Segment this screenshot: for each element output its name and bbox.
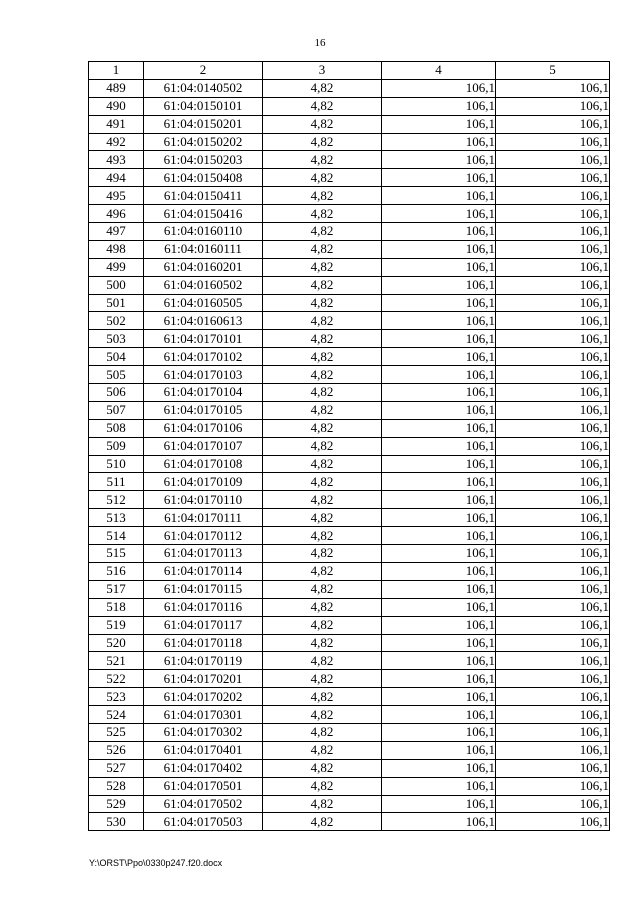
table-row — [89, 509, 610, 527]
value-cell: 106,1 — [496, 598, 610, 616]
value-cell: 106,1 — [382, 723, 496, 741]
row-number-cell: 530 — [89, 813, 144, 831]
table-row — [89, 312, 610, 330]
value-cell: 4,82 — [263, 276, 382, 294]
table-row — [89, 598, 610, 616]
row-number-cell: 505 — [89, 366, 144, 384]
value-cell: 106,1 — [496, 258, 610, 276]
value-cell: 106,1 — [382, 115, 496, 133]
value-cell: 4,82 — [263, 133, 382, 151]
row-number-cell: 516 — [89, 562, 144, 580]
value-cell: 106,1 — [382, 276, 496, 294]
table-row — [89, 580, 610, 598]
value-cell: 4,82 — [263, 455, 382, 473]
value-cell: 106,1 — [496, 240, 610, 258]
value-cell: 106,1 — [496, 813, 610, 831]
value-cell: 106,1 — [496, 741, 610, 759]
value-cell: 4,82 — [263, 240, 382, 258]
value-cell: 106,1 — [496, 115, 610, 133]
value-cell: 106,1 — [382, 473, 496, 491]
value-cell: 106,1 — [496, 348, 610, 366]
cadastral-number-cell: 61:04:0170503 — [144, 813, 263, 831]
value-cell: 106,1 — [496, 133, 610, 151]
value-cell: 106,1 — [382, 384, 496, 402]
cadastral-number-cell: 61:04:0170106 — [144, 419, 263, 437]
cadastral-number-cell: 61:04:0150408 — [144, 169, 263, 187]
value-cell: 106,1 — [496, 670, 610, 688]
table-row — [89, 384, 610, 402]
table-row — [89, 562, 610, 580]
value-cell: 106,1 — [382, 491, 496, 509]
table-row — [89, 276, 610, 294]
cadastral-number-cell: 61:04:0160110 — [144, 223, 263, 241]
value-cell: 106,1 — [382, 419, 496, 437]
column-header: 4 — [382, 62, 496, 80]
row-number-cell: 509 — [89, 437, 144, 455]
cadastral-number-cell: 61:04:0150201 — [144, 115, 263, 133]
value-cell: 106,1 — [496, 616, 610, 634]
cadastral-number-cell: 61:04:0160505 — [144, 294, 263, 312]
value-cell: 106,1 — [382, 205, 496, 223]
value-cell: 106,1 — [496, 223, 610, 241]
value-cell: 106,1 — [382, 813, 496, 831]
table-row — [89, 777, 610, 795]
value-cell: 4,82 — [263, 312, 382, 330]
value-cell: 106,1 — [382, 562, 496, 580]
table-row — [89, 688, 610, 706]
table-header-row — [89, 62, 610, 80]
value-cell: 106,1 — [496, 759, 610, 777]
cadastral-number-cell: 61:04:0160613 — [144, 312, 263, 330]
row-number-cell: 513 — [89, 509, 144, 527]
table-row — [89, 133, 610, 151]
value-cell: 106,1 — [382, 652, 496, 670]
table-row — [89, 240, 610, 258]
table-body — [89, 79, 610, 830]
cadastral-number-cell: 61:04:0170111 — [144, 509, 263, 527]
value-cell: 4,82 — [263, 348, 382, 366]
cadastral-number-cell: 61:04:0150416 — [144, 205, 263, 223]
data-table — [88, 61, 610, 831]
cadastral-number-cell: 61:04:0140502 — [144, 79, 263, 97]
value-cell: 4,82 — [263, 384, 382, 402]
value-cell: 4,82 — [263, 580, 382, 598]
row-number-cell: 507 — [89, 401, 144, 419]
row-number-cell: 524 — [89, 706, 144, 724]
value-cell: 106,1 — [382, 598, 496, 616]
value-cell: 106,1 — [382, 240, 496, 258]
value-cell: 4,82 — [263, 491, 382, 509]
value-cell: 106,1 — [382, 795, 496, 813]
value-cell: 4,82 — [263, 777, 382, 795]
value-cell: 106,1 — [382, 97, 496, 115]
table-row — [89, 491, 610, 509]
value-cell: 106,1 — [496, 795, 610, 813]
table-row — [89, 527, 610, 545]
row-number-cell: 500 — [89, 276, 144, 294]
value-cell: 4,82 — [263, 97, 382, 115]
table-row — [89, 401, 610, 419]
value-cell: 4,82 — [263, 115, 382, 133]
row-number-cell: 525 — [89, 723, 144, 741]
value-cell: 4,82 — [263, 509, 382, 527]
value-cell: 4,82 — [263, 795, 382, 813]
row-number-cell: 526 — [89, 741, 144, 759]
value-cell: 106,1 — [382, 616, 496, 634]
value-cell: 4,82 — [263, 473, 382, 491]
value-cell: 106,1 — [382, 258, 496, 276]
value-cell: 4,82 — [263, 401, 382, 419]
cadastral-number-cell: 61:04:0170201 — [144, 670, 263, 688]
value-cell: 106,1 — [382, 527, 496, 545]
cadastral-number-cell: 61:04:0170110 — [144, 491, 263, 509]
value-cell: 106,1 — [496, 187, 610, 205]
table-row — [89, 473, 610, 491]
cadastral-number-cell: 61:04:0170118 — [144, 634, 263, 652]
value-cell: 106,1 — [382, 670, 496, 688]
value-cell: 106,1 — [496, 545, 610, 563]
value-cell: 106,1 — [496, 723, 610, 741]
value-cell: 106,1 — [382, 777, 496, 795]
table-header — [89, 62, 610, 80]
value-cell: 106,1 — [496, 455, 610, 473]
row-number-cell: 517 — [89, 580, 144, 598]
cadastral-number-cell: 61:04:0170302 — [144, 723, 263, 741]
value-cell: 4,82 — [263, 545, 382, 563]
row-number-cell: 506 — [89, 384, 144, 402]
row-number-cell: 492 — [89, 133, 144, 151]
table-row — [89, 258, 610, 276]
column-header: 2 — [144, 62, 263, 80]
cadastral-number-cell: 61:04:0170103 — [144, 366, 263, 384]
value-cell: 106,1 — [382, 455, 496, 473]
cadastral-number-cell: 61:04:0150101 — [144, 97, 263, 115]
row-number-cell: 528 — [89, 777, 144, 795]
table-row — [89, 741, 610, 759]
row-number-cell: 519 — [89, 616, 144, 634]
value-cell: 4,82 — [263, 741, 382, 759]
value-cell: 4,82 — [263, 688, 382, 706]
table-row — [89, 330, 610, 348]
cadastral-number-cell: 61:04:0170501 — [144, 777, 263, 795]
row-number-cell: 514 — [89, 527, 144, 545]
row-number-cell: 494 — [89, 169, 144, 187]
cadastral-number-cell: 61:04:0170107 — [144, 437, 263, 455]
table-row — [89, 348, 610, 366]
cadastral-number-cell: 61:04:0170119 — [144, 652, 263, 670]
value-cell: 4,82 — [263, 79, 382, 97]
value-cell: 4,82 — [263, 527, 382, 545]
row-number-cell: 490 — [89, 97, 144, 115]
row-number-cell: 499 — [89, 258, 144, 276]
table-row — [89, 670, 610, 688]
row-number-cell: 527 — [89, 759, 144, 777]
value-cell: 106,1 — [382, 151, 496, 169]
value-cell: 106,1 — [382, 294, 496, 312]
cadastral-number-cell: 61:04:0170114 — [144, 562, 263, 580]
value-cell: 4,82 — [263, 562, 382, 580]
table-row — [89, 223, 610, 241]
value-cell: 106,1 — [382, 133, 496, 151]
row-number-cell: 515 — [89, 545, 144, 563]
value-cell: 106,1 — [496, 509, 610, 527]
cadastral-number-cell: 61:04:0170108 — [144, 455, 263, 473]
cadastral-number-cell: 61:04:0170101 — [144, 330, 263, 348]
row-number-cell: 497 — [89, 223, 144, 241]
value-cell: 106,1 — [496, 79, 610, 97]
column-header: 3 — [263, 62, 382, 80]
table-row — [89, 294, 610, 312]
cadastral-number-cell: 61:04:0170109 — [144, 473, 263, 491]
value-cell: 106,1 — [496, 580, 610, 598]
table-row — [89, 545, 610, 563]
value-cell: 106,1 — [382, 688, 496, 706]
cadastral-number-cell: 61:04:0160201 — [144, 258, 263, 276]
value-cell: 106,1 — [382, 545, 496, 563]
table-row — [89, 437, 610, 455]
table-row — [89, 795, 610, 813]
row-number-cell: 491 — [89, 115, 144, 133]
cadastral-number-cell: 61:04:0170502 — [144, 795, 263, 813]
row-number-cell: 496 — [89, 205, 144, 223]
value-cell: 4,82 — [263, 652, 382, 670]
value-cell: 106,1 — [382, 366, 496, 384]
column-header: 5 — [496, 62, 610, 80]
table-row — [89, 151, 610, 169]
value-cell: 4,82 — [263, 598, 382, 616]
row-number-cell: 520 — [89, 634, 144, 652]
table-row — [89, 366, 610, 384]
value-cell: 106,1 — [382, 437, 496, 455]
value-cell: 106,1 — [382, 312, 496, 330]
value-cell: 106,1 — [382, 79, 496, 97]
cadastral-number-cell: 61:04:0170301 — [144, 706, 263, 724]
value-cell: 106,1 — [496, 652, 610, 670]
cadastral-number-cell: 61:04:0160502 — [144, 276, 263, 294]
value-cell: 106,1 — [382, 759, 496, 777]
value-cell: 106,1 — [496, 634, 610, 652]
cadastral-number-cell: 61:04:0170115 — [144, 580, 263, 598]
value-cell: 106,1 — [382, 706, 496, 724]
value-cell: 106,1 — [382, 187, 496, 205]
value-cell: 106,1 — [496, 276, 610, 294]
cadastral-number-cell: 61:04:0170202 — [144, 688, 263, 706]
table-row — [89, 634, 610, 652]
value-cell: 106,1 — [382, 509, 496, 527]
value-cell: 106,1 — [496, 491, 610, 509]
value-cell: 106,1 — [496, 401, 610, 419]
table-row — [89, 169, 610, 187]
value-cell: 106,1 — [496, 777, 610, 795]
table-row — [89, 79, 610, 97]
value-cell: 4,82 — [263, 634, 382, 652]
cadastral-number-cell: 61:04:0150411 — [144, 187, 263, 205]
row-number-cell: 493 — [89, 151, 144, 169]
value-cell: 106,1 — [496, 294, 610, 312]
row-number-cell: 495 — [89, 187, 144, 205]
column-header: 1 — [89, 62, 144, 80]
table-row — [89, 759, 610, 777]
value-cell: 106,1 — [382, 169, 496, 187]
cadastral-number-cell: 61:04:0160111 — [144, 240, 263, 258]
cadastral-number-cell: 61:04:0150202 — [144, 133, 263, 151]
cadastral-number-cell: 61:04:0170402 — [144, 759, 263, 777]
value-cell: 4,82 — [263, 723, 382, 741]
value-cell: 4,82 — [263, 437, 382, 455]
row-number-cell: 503 — [89, 330, 144, 348]
value-cell: 106,1 — [496, 312, 610, 330]
table-row — [89, 652, 610, 670]
value-cell: 106,1 — [496, 169, 610, 187]
value-cell: 106,1 — [496, 384, 610, 402]
value-cell: 4,82 — [263, 169, 382, 187]
table-row — [89, 723, 610, 741]
value-cell: 106,1 — [496, 437, 610, 455]
value-cell: 106,1 — [496, 527, 610, 545]
value-cell: 106,1 — [382, 223, 496, 241]
row-number-cell: 498 — [89, 240, 144, 258]
page-number: 16 — [314, 37, 326, 49]
table-row — [89, 616, 610, 634]
value-cell: 4,82 — [263, 151, 382, 169]
value-cell: 4,82 — [263, 330, 382, 348]
cadastral-number-cell: 61:04:0150203 — [144, 151, 263, 169]
value-cell: 4,82 — [263, 670, 382, 688]
value-cell: 106,1 — [496, 330, 610, 348]
value-cell: 4,82 — [263, 813, 382, 831]
table-row — [89, 813, 610, 831]
value-cell: 106,1 — [496, 419, 610, 437]
table-row — [89, 455, 610, 473]
cadastral-number-cell: 61:04:0170113 — [144, 545, 263, 563]
value-cell: 106,1 — [382, 401, 496, 419]
value-cell: 106,1 — [382, 348, 496, 366]
value-cell: 4,82 — [263, 616, 382, 634]
table-row — [89, 115, 610, 133]
table-row — [89, 187, 610, 205]
value-cell: 4,82 — [263, 759, 382, 777]
row-number-cell: 489 — [89, 79, 144, 97]
table-row — [89, 706, 610, 724]
value-cell: 4,82 — [263, 258, 382, 276]
table-row — [89, 97, 610, 115]
row-number-cell: 501 — [89, 294, 144, 312]
table-row — [89, 205, 610, 223]
row-number-cell: 512 — [89, 491, 144, 509]
cadastral-number-cell: 61:04:0170105 — [144, 401, 263, 419]
cadastral-number-cell: 61:04:0170401 — [144, 741, 263, 759]
value-cell: 4,82 — [263, 366, 382, 384]
value-cell: 106,1 — [382, 580, 496, 598]
cadastral-number-cell: 61:04:0170104 — [144, 384, 263, 402]
value-cell: 106,1 — [496, 205, 610, 223]
row-number-cell: 529 — [89, 795, 144, 813]
table-row — [89, 419, 610, 437]
row-number-cell: 511 — [89, 473, 144, 491]
value-cell: 106,1 — [496, 473, 610, 491]
value-cell: 4,82 — [263, 706, 382, 724]
cadastral-number-cell: 61:04:0170112 — [144, 527, 263, 545]
value-cell: 106,1 — [496, 688, 610, 706]
cadastral-number-cell: 61:04:0170117 — [144, 616, 263, 634]
row-number-cell: 502 — [89, 312, 144, 330]
row-number-cell: 521 — [89, 652, 144, 670]
row-number-cell: 523 — [89, 688, 144, 706]
value-cell: 106,1 — [496, 151, 610, 169]
value-cell: 4,82 — [263, 223, 382, 241]
cadastral-number-cell: 61:04:0170116 — [144, 598, 263, 616]
row-number-cell: 510 — [89, 455, 144, 473]
row-number-cell: 522 — [89, 670, 144, 688]
value-cell: 4,82 — [263, 294, 382, 312]
footer-file-path: Y:\ORST\Ppo\0330p247.f20.docx — [89, 858, 223, 868]
cadastral-number-cell: 61:04:0170102 — [144, 348, 263, 366]
value-cell: 106,1 — [382, 634, 496, 652]
value-cell: 4,82 — [263, 419, 382, 437]
value-cell: 4,82 — [263, 187, 382, 205]
value-cell: 106,1 — [496, 562, 610, 580]
row-number-cell: 518 — [89, 598, 144, 616]
value-cell: 106,1 — [382, 741, 496, 759]
row-number-cell: 508 — [89, 419, 144, 437]
row-number-cell: 504 — [89, 348, 144, 366]
value-cell: 106,1 — [496, 366, 610, 384]
value-cell: 106,1 — [382, 330, 496, 348]
value-cell: 106,1 — [496, 97, 610, 115]
value-cell: 4,82 — [263, 205, 382, 223]
value-cell: 106,1 — [496, 706, 610, 724]
